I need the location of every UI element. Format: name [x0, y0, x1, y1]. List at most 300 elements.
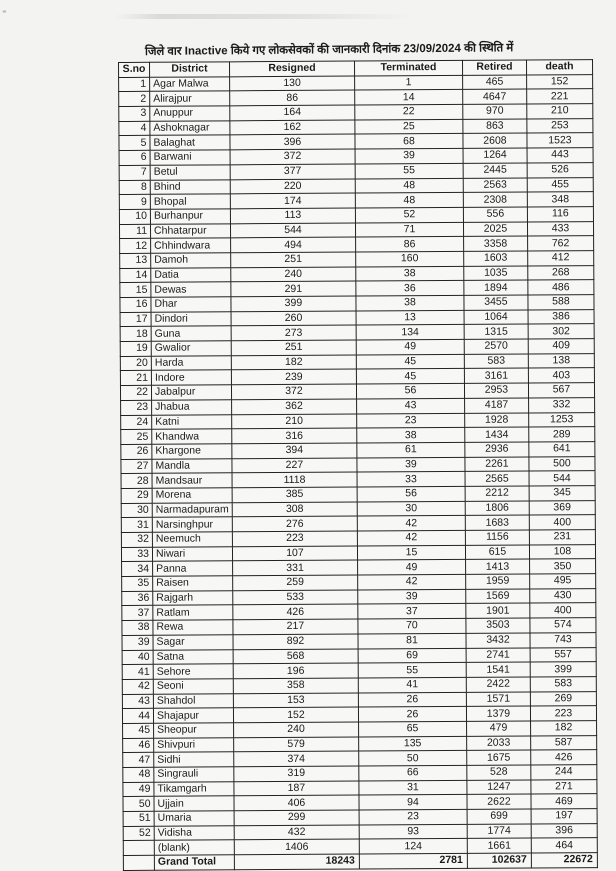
row-resigned: 182 — [231, 355, 356, 370]
row-resigned: 1406 — [234, 839, 359, 854]
row-terminated: 49 — [356, 339, 464, 354]
row-district: Sidhi — [154, 752, 234, 767]
row-resigned: 220 — [230, 179, 355, 194]
row-terminated: 68 — [355, 134, 463, 149]
row-resigned: 259 — [233, 575, 358, 590]
header-resigned: Resigned — [229, 61, 354, 76]
row-terminated: 49 — [358, 560, 466, 575]
row-death: 253 — [527, 118, 593, 133]
row-sno: 30 — [121, 503, 152, 518]
row-death: 332 — [529, 397, 595, 412]
row-sno: 27 — [121, 459, 152, 474]
row-retired: 1901 — [466, 603, 530, 618]
row-retired: 479 — [466, 721, 530, 736]
row-terminated: 39 — [357, 457, 465, 472]
row-death: 526 — [527, 162, 593, 177]
row-district: Shivpuri — [154, 737, 234, 752]
row-resigned: 251 — [231, 340, 356, 355]
row-district: Jabalpur — [151, 385, 231, 400]
row-terminated: 36 — [356, 281, 464, 296]
row-sno: 5 — [119, 136, 150, 151]
row-retired: 1035 — [464, 266, 528, 281]
row-resigned: 152 — [233, 707, 358, 722]
row-resigned: 396 — [230, 134, 355, 149]
row-sno: 38 — [122, 620, 153, 635]
row-district: Satna — [153, 649, 233, 664]
page-heading: जिले वार Inactive किये गए लोकसेवकों की जानकारी दिनांक 23/09/2024 की स्थिति में — [144, 42, 514, 58]
row-sno: 46 — [123, 738, 154, 753]
header-retired: Retired — [462, 60, 526, 75]
row-sno: 1 — [119, 77, 150, 92]
row-retired: 1569 — [466, 589, 530, 604]
row-retired: 1379 — [466, 706, 530, 721]
row-sno: 25 — [121, 429, 152, 444]
row-sno: 39 — [122, 635, 153, 650]
row-terminated: 45 — [356, 369, 464, 384]
row-retired: 583 — [464, 354, 528, 369]
row-district: Morena — [152, 488, 232, 503]
row-district: Anuppur — [150, 106, 230, 121]
row-sno: 10 — [119, 209, 150, 224]
row-sno: 41 — [122, 664, 153, 679]
row-district: Rajgarh — [153, 591, 233, 606]
row-retired: 465 — [463, 75, 527, 90]
row-retired: 1894 — [464, 280, 528, 295]
row-resigned: 240 — [231, 267, 356, 282]
row-district: Dhar — [151, 297, 231, 312]
row-retired: 1603 — [464, 251, 528, 266]
row-resigned: 291 — [231, 281, 356, 296]
row-death: 743 — [530, 632, 596, 647]
row-district: Sagar — [153, 635, 233, 650]
row-terminated: 22 — [355, 104, 463, 119]
row-death: 443 — [527, 148, 593, 163]
row-sno: 35 — [122, 576, 153, 591]
row-retired: 1264 — [463, 148, 527, 163]
row-death: 400 — [529, 515, 595, 530]
row-district: Khandwa — [152, 429, 232, 444]
row-sno: 43 — [122, 694, 153, 709]
row-retired: 2565 — [465, 471, 529, 486]
row-terminated: 55 — [358, 663, 466, 678]
row-death: 544 — [529, 471, 595, 486]
row-district: Narsinghpur — [152, 517, 232, 532]
row-resigned: 239 — [231, 369, 356, 384]
row-retired: 528 — [467, 765, 531, 780]
header-terminated: Terminated — [354, 60, 462, 75]
row-terminated: 1 — [355, 75, 463, 90]
row-retired: 2445 — [463, 163, 527, 178]
row-death: 583 — [530, 676, 596, 691]
row-terminated: 31 — [359, 780, 467, 795]
row-retired: 1959 — [466, 574, 530, 589]
row-resigned: 210 — [232, 414, 357, 429]
row-terminated: 124 — [359, 839, 467, 854]
row-district: Katni — [152, 414, 232, 429]
row-terminated: 56 — [356, 384, 464, 399]
row-retired: 2563 — [463, 178, 527, 193]
row-district: Betul — [150, 165, 230, 180]
row-terminated: 39 — [358, 589, 466, 604]
row-terminated: 38 — [357, 428, 465, 443]
row-terminated: 42 — [357, 530, 465, 545]
row-sno: 3 — [119, 106, 150, 121]
row-retired: 1315 — [464, 324, 528, 339]
row-district: (blank) — [154, 840, 234, 855]
row-sno: 28 — [121, 474, 152, 489]
row-district: Shajapur — [153, 708, 233, 723]
row-terminated: 65 — [358, 721, 466, 736]
row-district: Mandsaur — [152, 473, 232, 488]
row-district: Burhanpur — [150, 209, 230, 224]
row-death: 221 — [527, 89, 593, 104]
row-district: Mandla — [152, 458, 232, 473]
row-retired: 1413 — [466, 559, 530, 574]
row-resigned: 316 — [232, 428, 357, 443]
row-sno: 17 — [120, 312, 151, 327]
row-retired: 1806 — [465, 501, 529, 516]
row-district: Seoni — [153, 679, 233, 694]
row-terminated: 134 — [356, 325, 464, 340]
row-terminated: 33 — [357, 472, 465, 487]
row-retired: 2741 — [466, 647, 530, 662]
row-death: 426 — [531, 750, 597, 765]
row-sno: 22 — [120, 385, 151, 400]
row-resigned: 187 — [234, 781, 359, 796]
row-death: 567 — [528, 383, 594, 398]
row-district: Rewa — [153, 620, 233, 635]
row-district: Guna — [151, 326, 231, 341]
row-terminated: 14 — [355, 90, 463, 105]
row-district: Tikamgarh — [154, 781, 234, 796]
row-terminated: 15 — [357, 545, 465, 560]
row-death: 557 — [530, 647, 596, 662]
row-terminated: 42 — [358, 574, 466, 589]
row-resigned: 240 — [233, 722, 358, 737]
row-death: 1253 — [529, 412, 595, 427]
row-district: Bhind — [150, 179, 230, 194]
row-retired: 4647 — [463, 89, 527, 104]
row-resigned: 276 — [232, 516, 357, 531]
row-death: 403 — [528, 368, 594, 383]
row-resigned: 358 — [233, 678, 358, 693]
row-resigned: 299 — [234, 810, 359, 825]
row-death: 348 — [527, 192, 593, 207]
row-death: 302 — [528, 324, 594, 339]
inactive-staff-table — [118, 59, 598, 871]
row-resigned: 174 — [230, 193, 355, 208]
row-district: Harda — [151, 356, 231, 371]
row-death: 412 — [528, 251, 594, 266]
row-sno: 34 — [122, 562, 153, 577]
row-terminated: 94 — [359, 795, 467, 810]
row-death: 244 — [531, 765, 597, 780]
row-sno: 49 — [123, 782, 154, 797]
row-district: Dindori — [151, 312, 231, 327]
row-death: 369 — [529, 500, 595, 515]
row-sno: 9 — [119, 194, 150, 209]
total-terminated: 2781 — [359, 854, 467, 869]
row-district: Agar Malwa — [150, 77, 230, 92]
row-death: 396 — [531, 823, 597, 838]
row-sno — [123, 841, 154, 856]
row-district: Raisen — [153, 576, 233, 591]
row-terminated: 43 — [357, 398, 465, 413]
header-death: death — [526, 60, 592, 75]
row-death: 469 — [531, 794, 597, 809]
row-death: 152 — [527, 74, 593, 89]
row-district: Datia — [151, 267, 231, 282]
row-district: Balaghat — [150, 135, 230, 150]
row-terminated: 135 — [359, 736, 467, 751]
row-terminated: 26 — [358, 692, 466, 707]
row-death: 345 — [529, 486, 595, 501]
row-resigned: 251 — [231, 252, 356, 267]
row-resigned: 372 — [231, 384, 356, 399]
row-resigned: 494 — [231, 237, 356, 252]
row-district: Ujjain — [154, 796, 234, 811]
row-resigned: 217 — [233, 619, 358, 634]
row-death: 289 — [529, 427, 595, 442]
header-sno: S.no — [119, 62, 150, 77]
row-retired: 699 — [467, 809, 531, 824]
row-sno: 16 — [120, 297, 151, 312]
row-district: Alirajpur — [150, 91, 230, 106]
row-resigned: 385 — [232, 487, 357, 502]
row-death: 138 — [528, 353, 594, 368]
row-death: 108 — [529, 544, 595, 559]
row-resigned: 579 — [234, 737, 359, 752]
row-sno: 45 — [123, 723, 154, 738]
row-resigned: 377 — [230, 164, 355, 179]
row-retired: 556 — [463, 207, 527, 222]
row-district: Chhatarpur — [150, 223, 230, 238]
row-sno: 50 — [123, 797, 154, 812]
row-resigned: 196 — [233, 663, 358, 678]
row-district: Niwari — [152, 546, 232, 561]
row-district: Narmadapuram — [152, 502, 232, 517]
row-sno: 42 — [122, 679, 153, 694]
row-death: 210 — [527, 104, 593, 119]
row-sno: 11 — [119, 224, 150, 239]
row-district: Ratlam — [153, 605, 233, 620]
row-resigned: 130 — [230, 76, 355, 91]
row-death: 495 — [530, 574, 596, 589]
header-district: District — [150, 62, 230, 77]
row-resigned: 164 — [230, 105, 355, 120]
row-retired: 3503 — [466, 618, 530, 633]
row-retired: 3358 — [464, 236, 528, 251]
row-terminated: 50 — [359, 751, 467, 766]
row-sno: 20 — [120, 356, 151, 371]
row-sno: 48 — [123, 767, 154, 782]
row-resigned: 372 — [230, 149, 355, 164]
row-resigned: 374 — [234, 751, 359, 766]
row-resigned: 223 — [232, 531, 357, 546]
row-terminated: 23 — [359, 809, 467, 824]
row-death: 455 — [527, 177, 593, 192]
row-death: 182 — [530, 721, 596, 736]
row-sno: 6 — [119, 150, 150, 165]
row-resigned: 162 — [230, 120, 355, 135]
row-terminated: 41 — [358, 677, 466, 692]
row-terminated: 13 — [356, 310, 464, 325]
row-terminated: 55 — [355, 163, 463, 178]
total-sno — [123, 855, 154, 870]
row-district: Singrauli — [154, 767, 234, 782]
row-retired: 2422 — [466, 677, 530, 692]
row-death: 588 — [528, 295, 594, 310]
row-retired: 4187 — [465, 398, 529, 413]
row-sno: 13 — [120, 253, 151, 268]
row-sno: 19 — [120, 341, 151, 356]
row-terminated: 26 — [358, 707, 466, 722]
row-terminated: 52 — [355, 207, 463, 222]
row-district: Chhindwara — [151, 238, 231, 253]
row-retired: 2033 — [467, 736, 531, 751]
row-resigned: 399 — [231, 296, 356, 311]
row-death: 762 — [528, 236, 594, 251]
row-resigned: 260 — [231, 311, 356, 326]
row-retired: 1683 — [465, 515, 529, 530]
row-district: Barwani — [150, 150, 230, 165]
row-death: 386 — [528, 309, 594, 324]
row-death: 399 — [530, 662, 596, 677]
row-resigned: 892 — [233, 634, 358, 649]
row-death: 223 — [530, 706, 596, 721]
row-retired: 2308 — [463, 192, 527, 207]
row-terminated: 48 — [355, 178, 463, 193]
row-sno: 32 — [121, 532, 152, 547]
row-death: 197 — [531, 809, 597, 824]
row-resigned: 113 — [230, 208, 355, 223]
row-district: Damoh — [151, 253, 231, 268]
row-terminated: 56 — [357, 486, 465, 501]
row-sno: 40 — [122, 650, 153, 665]
row-resigned: 406 — [234, 795, 359, 810]
row-district: Bhopal — [150, 194, 230, 209]
row-retired: 2622 — [467, 794, 531, 809]
scan-smudge — [115, 14, 415, 19]
row-sno: 26 — [121, 444, 152, 459]
row-resigned: 273 — [231, 325, 356, 340]
grand-total-row — [123, 853, 597, 871]
row-terminated: 30 — [357, 501, 465, 516]
row-death: 400 — [530, 603, 596, 618]
row-resigned: 227 — [232, 458, 357, 473]
total-resigned: 18243 — [234, 854, 359, 869]
row-district: Neemuch — [152, 532, 232, 547]
row-terminated: 160 — [356, 251, 464, 266]
row-death: 430 — [530, 588, 596, 603]
row-district: Dewas — [151, 282, 231, 297]
row-sno: 33 — [121, 547, 152, 562]
row-retired: 2570 — [464, 339, 528, 354]
row-terminated: 86 — [356, 237, 464, 252]
row-retired: 2936 — [465, 442, 529, 457]
row-terminated: 69 — [358, 648, 466, 663]
row-district: Panna — [153, 561, 233, 576]
row-death: 574 — [530, 618, 596, 633]
total-death: 22672 — [531, 853, 597, 868]
row-sno: 8 — [119, 180, 150, 195]
row-resigned: 432 — [234, 825, 359, 840]
row-resigned: 394 — [232, 443, 357, 458]
row-retired: 1156 — [465, 530, 529, 545]
row-terminated: 61 — [357, 442, 465, 457]
row-district: Sehore — [153, 664, 233, 679]
row-sno: 21 — [120, 371, 151, 386]
row-resigned: 153 — [233, 693, 358, 708]
row-terminated: 42 — [357, 516, 465, 531]
row-retired: 1661 — [467, 838, 531, 853]
row-terminated: 48 — [355, 193, 463, 208]
row-retired: 3161 — [464, 368, 528, 383]
row-death: 116 — [527, 206, 593, 221]
row-retired: 3455 — [464, 295, 528, 310]
row-death: 409 — [528, 339, 594, 354]
row-retired: 2261 — [465, 457, 529, 472]
row-retired: 1247 — [467, 780, 531, 795]
row-retired: 2608 — [463, 133, 527, 148]
row-resigned: 544 — [230, 223, 355, 238]
row-district: Jhabua — [152, 400, 232, 415]
row-district: Ashoknagar — [150, 121, 230, 136]
row-retired: 1434 — [465, 427, 529, 442]
row-terminated: 93 — [359, 824, 467, 839]
row-terminated: 38 — [356, 295, 464, 310]
row-death: 587 — [531, 735, 597, 750]
row-retired: 1675 — [467, 750, 531, 765]
row-resigned: 426 — [233, 604, 358, 619]
row-retired: 1928 — [465, 412, 529, 427]
row-terminated: 45 — [356, 354, 464, 369]
row-resigned: 568 — [233, 649, 358, 664]
row-resigned: 308 — [232, 502, 357, 517]
row-district: Sheopur — [154, 723, 234, 738]
row-death: 641 — [529, 441, 595, 456]
row-death: 433 — [527, 221, 593, 236]
row-terminated: 70 — [358, 619, 466, 634]
row-district: Shahdol — [153, 693, 233, 708]
row-district: Indore — [151, 370, 231, 385]
margin-mark: ⁼ — [2, 8, 7, 18]
row-district: Khargone — [152, 444, 232, 459]
row-sno: 4 — [119, 121, 150, 136]
row-resigned: 533 — [233, 590, 358, 605]
row-retired: 1064 — [464, 310, 528, 325]
row-death: 464 — [531, 838, 597, 853]
row-sno: 51 — [123, 811, 154, 826]
row-resigned: 331 — [233, 560, 358, 575]
row-district: Umaria — [154, 811, 234, 826]
row-sno: 37 — [122, 606, 153, 621]
row-sno: 14 — [120, 268, 151, 283]
row-sno: 47 — [123, 753, 154, 768]
row-sno: 2 — [119, 92, 150, 107]
row-retired: 2212 — [465, 486, 529, 501]
row-retired: 3432 — [466, 633, 530, 648]
row-death: 350 — [529, 559, 595, 574]
row-resigned: 362 — [232, 399, 357, 414]
row-sno: 23 — [121, 400, 152, 415]
row-retired: 863 — [463, 119, 527, 134]
row-sno: 18 — [120, 327, 151, 342]
row-resigned: 107 — [232, 546, 357, 561]
total-label: Grand Total — [154, 855, 234, 870]
row-retired: 1571 — [466, 692, 530, 707]
row-retired: 2953 — [464, 383, 528, 398]
